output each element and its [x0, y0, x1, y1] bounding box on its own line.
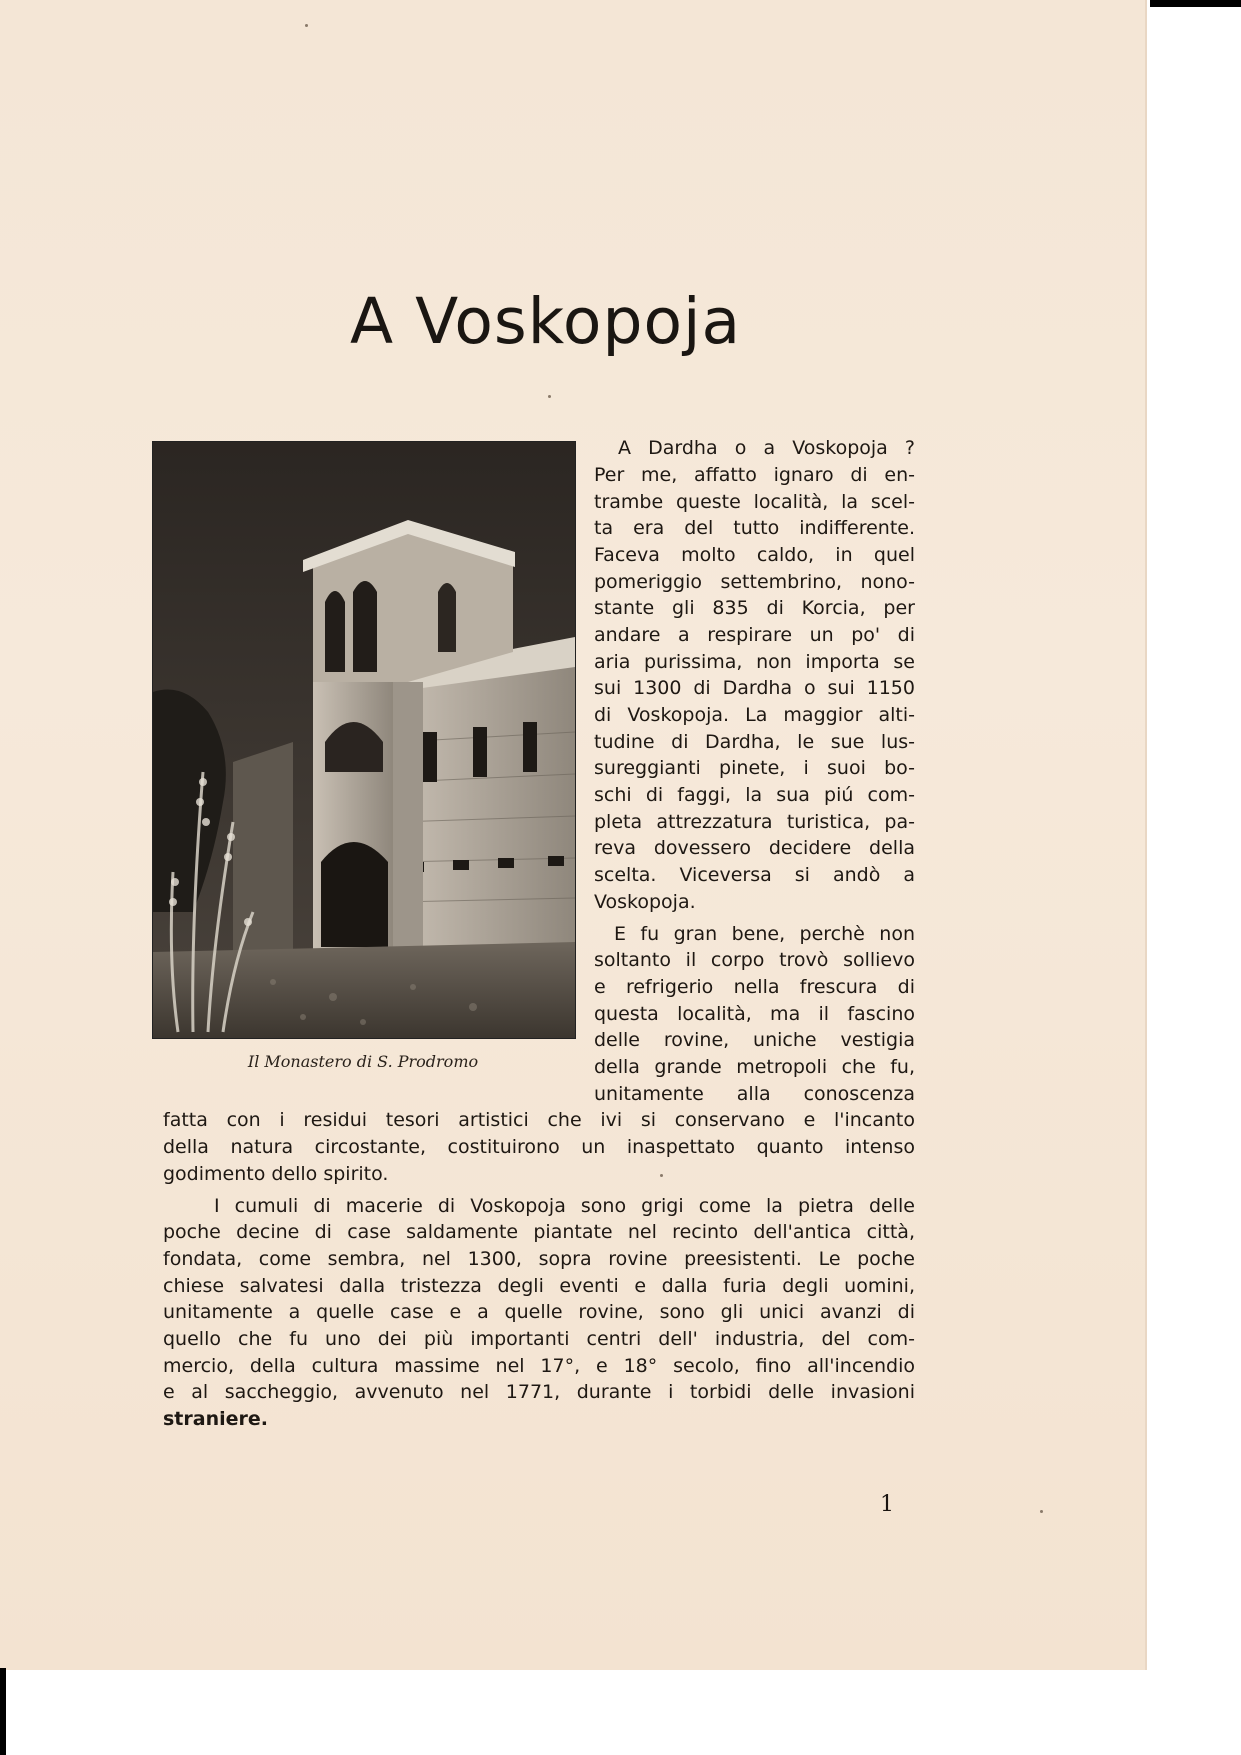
- text-line: fatta con i residui tesori artistici che ivi si conservano e l'incanto: [163, 1109, 915, 1131]
- monastery-illustration: [153, 442, 575, 1038]
- text-line: questa località, ma il fascino: [594, 1003, 915, 1025]
- text-line: soltanto il corpo trovò sollievo: [594, 949, 915, 971]
- text-line: scelta. Viceversa si andò a: [594, 864, 915, 886]
- text-line: chiese salvatesi dalla tristezza degli eventi e dalla furia degli uomini,: [163, 1275, 915, 1297]
- scan-edge-left: [0, 1668, 6, 1755]
- paper-speck: [548, 395, 551, 398]
- text-line: delle rovine, uniche vestigia: [594, 1029, 915, 1051]
- text-line: aria purissima, non importa se: [594, 651, 915, 673]
- text-line: andare a respirare un po' di: [594, 624, 915, 646]
- scan-edge-top: [1150, 0, 1241, 7]
- text-line: A Dardha o a Voskopoja ?: [618, 437, 915, 459]
- text-line: tudine di Dardha, le sue lus-: [594, 731, 915, 753]
- page-title: A Voskopoja: [350, 285, 742, 358]
- page-number: 1: [880, 1492, 894, 1517]
- text-line: unitamente alla conoscenza: [594, 1083, 915, 1105]
- text-line: e al saccheggio, avvenuto nel 1771, durante i torbidi delle invasioni: [163, 1381, 915, 1403]
- text-line: pomeriggio settembrino, nono-: [594, 571, 915, 593]
- text-line: della natura circostante, costituirono un inaspettato quanto intenso: [163, 1136, 915, 1158]
- photo-caption: Il Monastero di S. Prodromo: [247, 1052, 479, 1071]
- text-line: Per me, affatto ignaro di en-: [594, 464, 915, 486]
- text-line: schi di faggi, la sua piú com-: [594, 784, 915, 806]
- text-line: reva dovessero decidere della: [594, 837, 915, 859]
- text-line: stante gli 835 di Korcia, per: [594, 597, 915, 619]
- text-line: quello che fu uno dei più importanti centri dell' industria, del com-: [163, 1328, 915, 1350]
- monastery-photo: [152, 441, 576, 1039]
- text-line: E fu gran bene, perchè non: [614, 923, 915, 945]
- text-line: unitamente a quelle case e a quelle rovine, sono gli unici avanzi di: [163, 1301, 915, 1323]
- text-line: I cumuli di macerie di Voskopoja sono grigi come la pietra delle: [214, 1195, 915, 1217]
- text-line: Faceva molto caldo, in quel: [594, 544, 915, 566]
- text-line: mercio, della cultura massime nel 17°, e 18° secolo, fino all'incendio: [163, 1355, 915, 1377]
- paper-speck: [305, 24, 308, 27]
- text-line: poche decine di case saldamente piantate nel recinto dell'antica città,: [163, 1221, 915, 1243]
- text-line: sui 1300 di Dardha o sui 1150: [594, 677, 915, 699]
- text-line: ta era del tutto indifferente.: [594, 517, 915, 539]
- text-line: Voskopoja.: [594, 891, 696, 913]
- text-line: godimento dello spirito.: [163, 1163, 389, 1185]
- text-line: sureggianti pinete, i suoi bo-: [594, 757, 915, 779]
- paper-speck: [660, 1174, 663, 1177]
- text-line: di Voskopoja. La maggior alti-: [594, 704, 915, 726]
- paper-speck: [1040, 1510, 1043, 1513]
- text-line: pleta attrezzatura turistica, pa-: [594, 811, 915, 833]
- text-line: fondata, come sembra, nel 1300, sopra rovine preesistenti. Le poche: [163, 1248, 915, 1270]
- text-line: e refrigerio nella frescura di: [594, 976, 915, 998]
- text-line: trambe queste località, la scel-: [594, 491, 915, 513]
- text-line: della grande metropoli che fu,: [594, 1056, 915, 1078]
- text-line: straniere.: [163, 1408, 268, 1430]
